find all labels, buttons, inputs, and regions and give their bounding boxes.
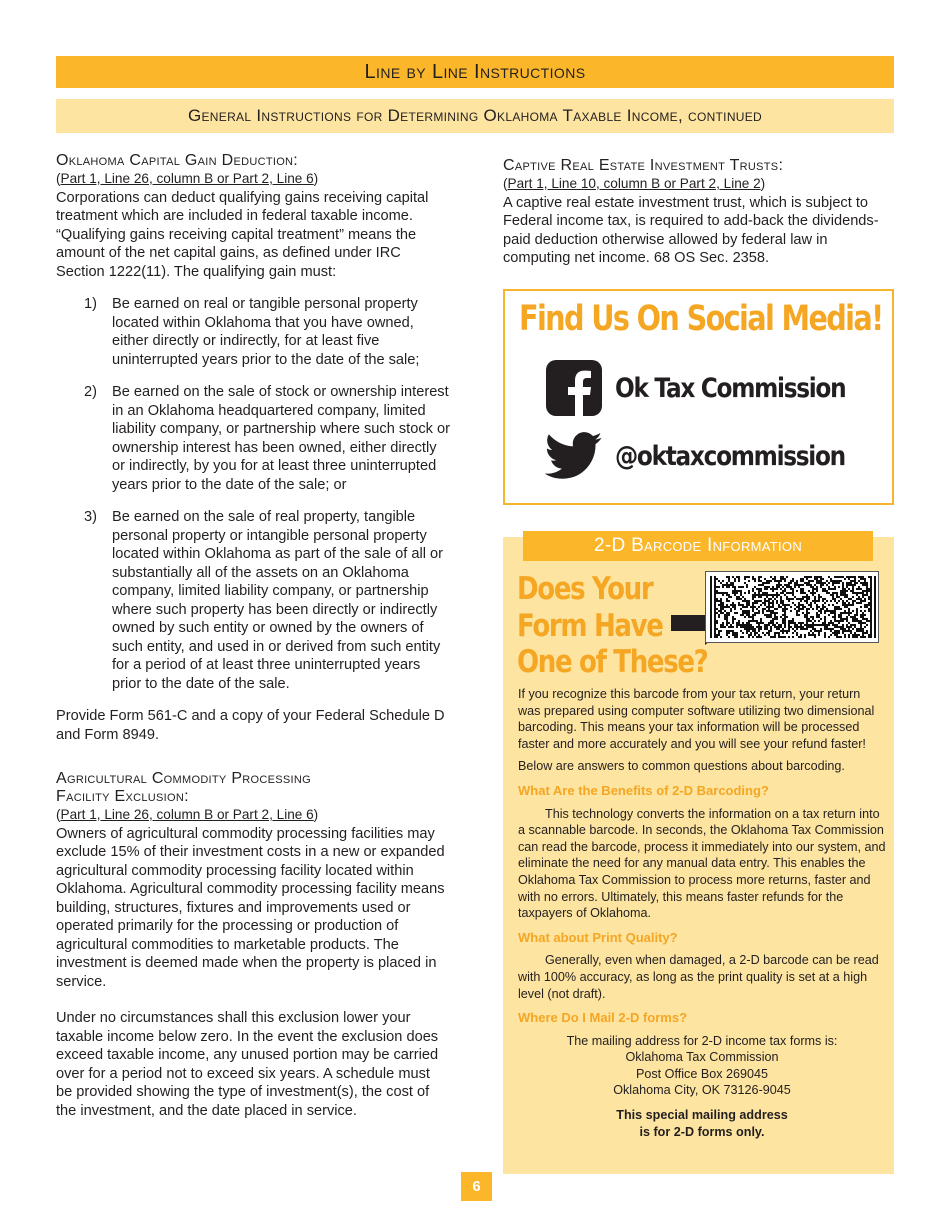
mail-intro: The mailing address for 2-D income tax forms is: (566, 1033, 838, 1048)
capital-gain-closing: Provide Form 561-C and a copy of your Federal Schedule D and Form 8949. (56, 708, 445, 743)
agri-ref: (Part 1, Line 26, column B or Part 2, Line 6) (56, 807, 319, 822)
barcode-below: Below are answers to common questions about barcoding. (518, 759, 845, 774)
mailing-note-2: is for 2-D forms only. (639, 1124, 765, 1139)
twitter-row (545, 431, 882, 481)
barcode-sample (705, 571, 879, 643)
barcode-headline: Does Your Form Have One of These? (517, 571, 708, 680)
reit-section (503, 157, 895, 268)
agri-heading: Agricultural Commodity Processing Facility Exclusion: (56, 770, 312, 805)
reit-text: A captive real estate investment trust, which is subject to Federal income tax, is required to add-back the dividends-paid deduction otherwise allowed by federal law in computing net income. 68 OS Sec. 2358. (503, 194, 879, 266)
capital-gain-ref: (Part 1, Line 26, column B or Part 2, Line 6) (56, 171, 319, 186)
twitter-handle: @oktaxcommission (615, 440, 845, 472)
address-line-2: Post Office Box 269045 (635, 1066, 769, 1081)
section-banner: Line by Line Instructions (56, 56, 894, 88)
social-title: Find Us On Social Media! (519, 299, 883, 339)
question-print-quality: What about Print Quality? (518, 929, 678, 945)
list-item: 2) Be earned on the sale of stock or ownership interest in an Oklahoma headquartered company, limited liability company, or partnership where such stock or ownership interest has been owned, either directly or indirectly, by you for at least three uninterrupted years prior to the date of the sale; or (84, 384, 450, 493)
agri-para-1: Owners of agricultural commodity processing facilities may exclude 15% of their investment costs in a new or expanded agricultural commodity processing facility located within Oklahoma. Agricultural commodity processing facility means building, structures, fixtures and improvements used or operated primarily for the processing or production of agricultural commodities to marketable products. The investment is deemed made when the property is placed in service. (56, 825, 445, 990)
social-media-box (503, 289, 894, 505)
answer-print-quality: Generally, even when damaged, a 2-D barcode can be read with 100% accuracy, as long as the print quality is set at a high level (not draft). (518, 953, 879, 1001)
agri-para-2: Under no circumstances shall this exclusion lower your taxable income below zero. In the event the exclusion does exceed taxable income, any unused portion may be carried over for a period not to exceed six years. A schedule must be provided showing the type of investment(s), the cost of the investment, and the date placed in service. (56, 1010, 439, 1119)
barcode-info-panel (503, 537, 894, 1174)
mailing-note-1: This special mailing address (616, 1108, 788, 1123)
question-benefits: What Are the Benefits of 2-D Barcoding? (518, 782, 769, 798)
barcode-pattern (710, 576, 876, 638)
address-line-1: Oklahoma Tax Commission (625, 1050, 779, 1065)
answer-benefits: This technology converts the information on a tax return into a scannable barcode. In seconds, the Oklahoma Tax Commission can read the barcode, process it immediately into our system, and eliminate the need for any manual data entry. This enables the Oklahoma Tax Commission to process more returns, faster and with no errors. Ultimately, this means faster refunds for the taxpayers of Oklahoma. (518, 806, 886, 921)
capital-gain-list (56, 295, 450, 693)
capital-gain-intro: Corporations can deduct qualifying gains receiving capital treatment which are included in federal taxable income. “Qualifying gains receiving capital treatment” means the amount of the net capital gains, as defined under IRC Section 1222(11). The qualifying gain must: (56, 189, 429, 280)
barcode-body (518, 686, 886, 1140)
page-number: 6 (461, 1172, 492, 1201)
address-line-3: Oklahoma City, OK 73126-9045 (613, 1083, 791, 1098)
reit-ref: (Part 1, Line 10, column B or Part 2, Line 2) (503, 176, 766, 191)
left-column (56, 152, 450, 1120)
question-mail: Where Do I Mail 2-D forms? (518, 1010, 688, 1026)
list-item: 1) Be earned on real or tangible personal property located within Oklahoma that you have owned, either directly or indirectly, for at least five uninterrupted years prior to the date of the sale; (84, 296, 420, 368)
twitter-icon (545, 431, 603, 481)
subsection-banner: General Instructions for Determining Oklahoma Taxable Income, continued (56, 99, 894, 133)
barcode-intro: If you recognize this barcode from your tax return, your return was prepared using computer software utilizing two dimensional barcoding. This means your tax information will be processed faster and more accurately and you will see your refund faster! (518, 687, 875, 751)
facebook-icon (545, 359, 603, 417)
facebook-row (545, 359, 883, 417)
reit-heading: Captive Real Estate Investment Trusts: (503, 157, 784, 174)
facebook-handle: Ok Tax Commission (615, 372, 846, 404)
barcode-tab-title: 2-D Barcode Information (523, 531, 873, 561)
capital-gain-heading: Oklahoma Capital Gain Deduction: (56, 152, 299, 169)
list-item: 3) Be earned on the sale of real property, tangible personal property or intangible personal property located within Oklahoma as part of the sale of all or substantially all of the assets on an Oklahoma company, limited liability company, or partnership where such property has been directly or indirectly owned by such entity or owned by the owners of such entity, and used in or derived from such entity for a period of at least three uninterrupted years prior to the date of the sale. (84, 509, 443, 692)
